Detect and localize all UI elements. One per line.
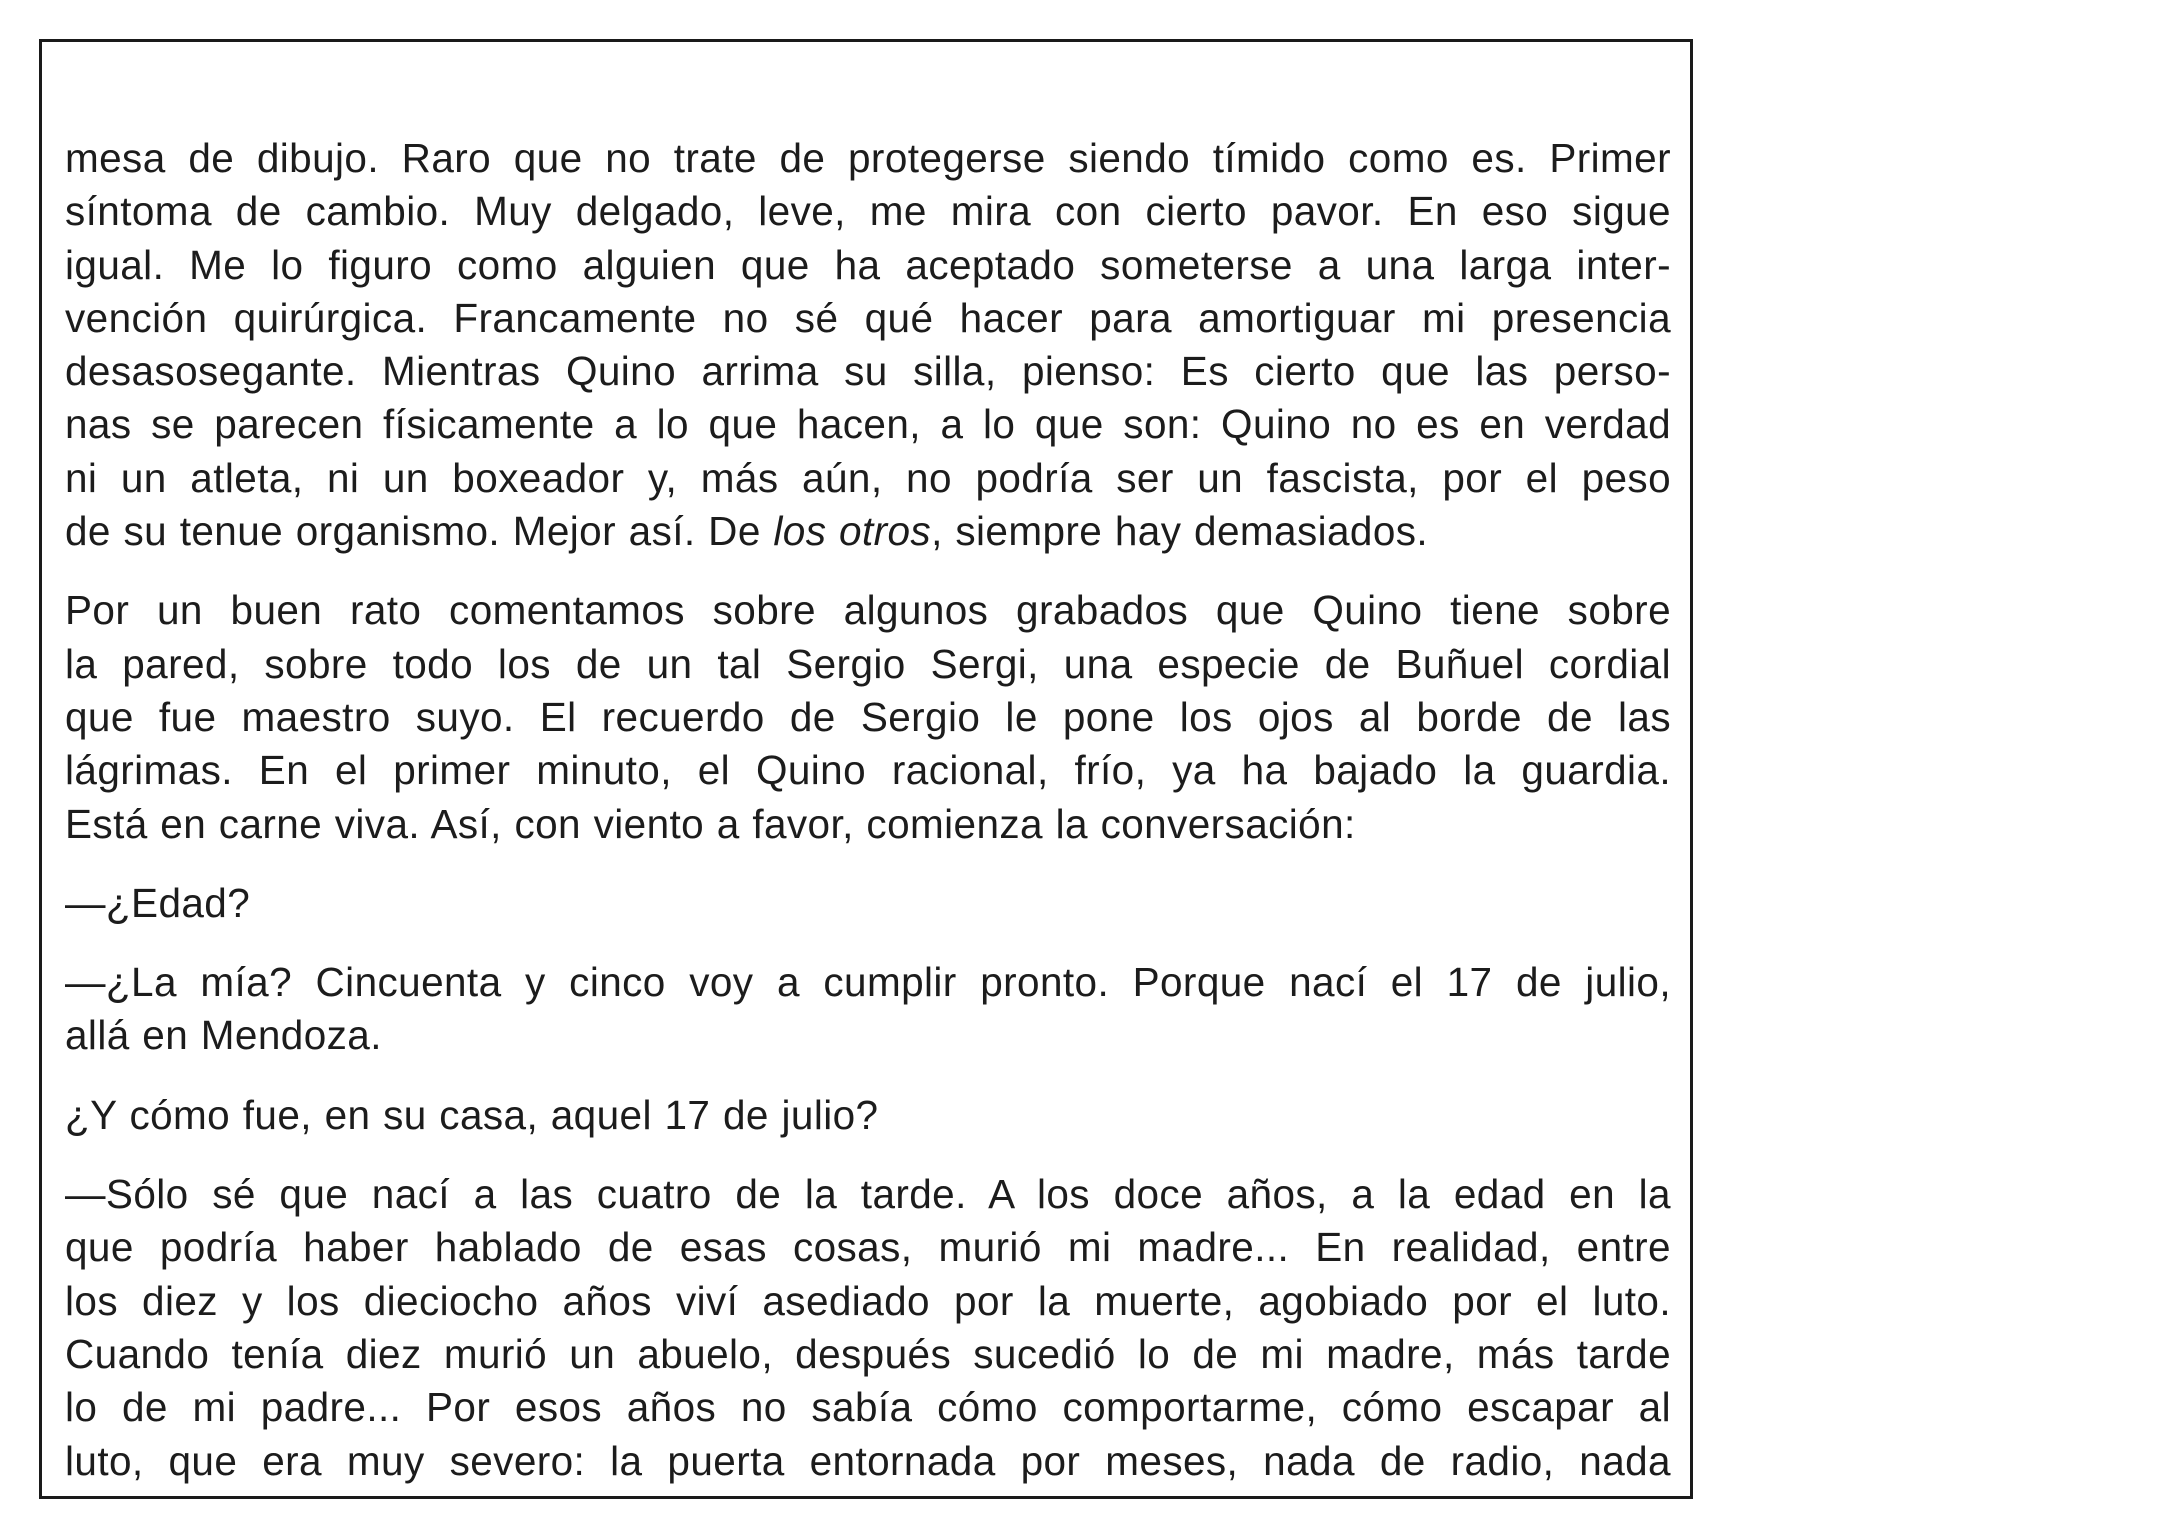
paragraph-3: [65, 877, 1671, 930]
text-line: Está en carne viva. Así, con viento a favor, comienza la conversación:: [65, 800, 1356, 847]
text-line: —Sólo sé que nací a las cuatro de la tarde. A los doce años, a la edad en la: [65, 1171, 1671, 1218]
text-line: igual. Me lo figuro como alguien que ha aceptado someterse a una larga inter-: [65, 241, 1671, 288]
text-line: que podría haber hablado de esas cosas, murió mi madre... En realidad, entre: [65, 1224, 1671, 1271]
text-line: Cuando tenía diez murió un abuelo, después sucedió lo de mi madre, más tarde: [65, 1330, 1671, 1377]
text-line: la pared, sobre todo los de un tal Sergio Sergi, una especie de Buñuel cordial: [65, 640, 1671, 687]
text-line: lo de mi padre... Por esos años no sabía cómo comportarme, cómo escapar al: [65, 1384, 1671, 1431]
text-line: ni un atleta, ni un boxeador y, más aún, no podría ser un fascista, por el peso: [65, 454, 1671, 501]
text-line: los diez y los dieciocho años viví asediado por la muerte, agobiado por el luto.: [65, 1277, 1671, 1324]
paragraph-5: [65, 1089, 1671, 1142]
text-line-with-italic: [65, 505, 1671, 558]
text-line: —¿Edad?: [65, 879, 251, 926]
paragraph-2: [65, 584, 1671, 850]
text-line: síntoma de cambio. Muy delgado, leve, me mira con cierto pavor. En eso sigue: [65, 188, 1671, 235]
text-line: que fue maestro suyo. El recuerdo de Sergio le pone los ojos al borde de las: [65, 693, 1671, 740]
text-line: vención quirúrgica. Francamente no sé qué hacer para amortiguar mi presencia: [65, 294, 1671, 341]
text-segment: de su tenue organismo. Mejor así. De: [65, 508, 774, 555]
text-line: nas se parecen físicamente a lo que hacen, a lo que son: Quino no es en verdad: [65, 401, 1671, 448]
text-line: desasosegante. Mientras Quino arrima su silla, pienso: Es cierto que las perso-: [65, 348, 1671, 395]
italic-phrase: los otros: [773, 508, 932, 555]
paragraph-6: [65, 1168, 1671, 1488]
text-line: luto, que era muy severo: la puerta entornada por meses, nada de radio, nada: [65, 1437, 1671, 1484]
article-text: [65, 132, 1671, 1514]
text-segment: , siempre hay demasiados.: [931, 508, 1429, 555]
text-line: allá en Mendoza.: [65, 1012, 382, 1059]
paragraph-4: [65, 956, 1671, 1063]
text-line: mesa de dibujo. Raro que no trate de protegerse siendo tímido como es. Primer: [65, 135, 1671, 181]
text-line: Por un buen rato comentamos sobre algunos grabados que Quino tiene sobre: [65, 587, 1671, 634]
text-line: lágrimas. En el primer minuto, el Quino racional, frío, ya ha bajado la guardia.: [65, 747, 1671, 794]
paragraph-1: [65, 132, 1671, 558]
text-line: ¿Y cómo fue, en su casa, aquel 17 de julio?: [65, 1091, 879, 1138]
text-line: —¿La mía? Cincuenta y cinco voy a cumplir pronto. Porque nací el 17 de julio,: [65, 959, 1671, 1006]
